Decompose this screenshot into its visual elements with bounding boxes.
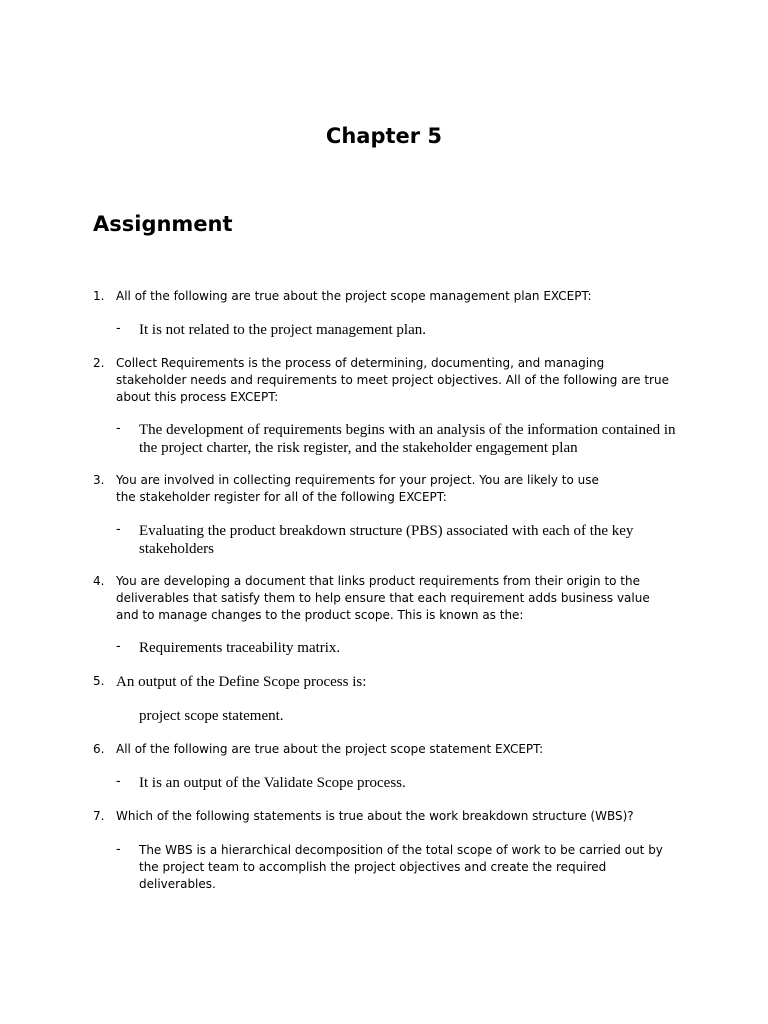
bullet-dash: - [116, 321, 121, 336]
bullet-dash: - [116, 421, 121, 436]
bullet-dash: - [116, 774, 121, 789]
bullet-dash: - [116, 522, 121, 537]
question-number: 2. [93, 356, 105, 370]
question-text: An output of the Define Scope process is: [116, 674, 367, 690]
question-number: 1. [93, 289, 105, 303]
question-text: Which of the following statements is true about the work breakdown structure (WBS)? [116, 809, 634, 823]
bullet-dash: - [116, 842, 121, 857]
question-text: All of the following are true about the project scope management plan EXCEPT: [116, 289, 592, 303]
answer-text: Requirements traceability matrix. [139, 640, 341, 656]
question-number: 4. [93, 574, 105, 588]
answer-text: It is an output of the Validate Scope process. [139, 775, 406, 791]
bullet-dash: - [116, 639, 121, 654]
answer-text: The development of requirements begins with an analysis of the information contained in the project charter, the risk register, and the stakeholder engagement plan [139, 422, 676, 456]
chapter-title: Chapter 5 [325, 124, 443, 148]
answer-text: The WBS is a hierarchical decomposition of the total scope of work to be carried out by the project team to accomplish the project objectives and create the required deliverables. [139, 843, 663, 891]
answer-text: project scope statement. [139, 708, 284, 724]
question-number: 5. [93, 674, 105, 688]
answer-text: It is not related to the project management plan. [139, 322, 426, 338]
question-text: Collect Requirements is the process of determining, documenting, and managing stakeholder needs and requirements to meet project objectives. All of the following are true about this process EXCEPT: [116, 356, 669, 404]
question-number: 3. [93, 473, 105, 487]
question-text: All of the following are true about the project scope statement EXCEPT: [116, 742, 544, 756]
question-number: 6. [93, 742, 105, 756]
question-text: You are involved in collecting requirements for your project. You are likely to use the stakeholder register for all of the following EXCEPT: [116, 473, 599, 504]
question-text: You are developing a document that links product requirements from their origin to the deliverables that satisfy them to help ensure that each requirement adds business value and to manage changes to the product scope. This is known as the: [116, 574, 650, 622]
answer-text: Evaluating the product breakdown structure (PBS) associated with each of the key stakeholders [139, 523, 634, 557]
section-heading: Assignment [93, 212, 233, 236]
question-number: 7. [93, 809, 105, 823]
